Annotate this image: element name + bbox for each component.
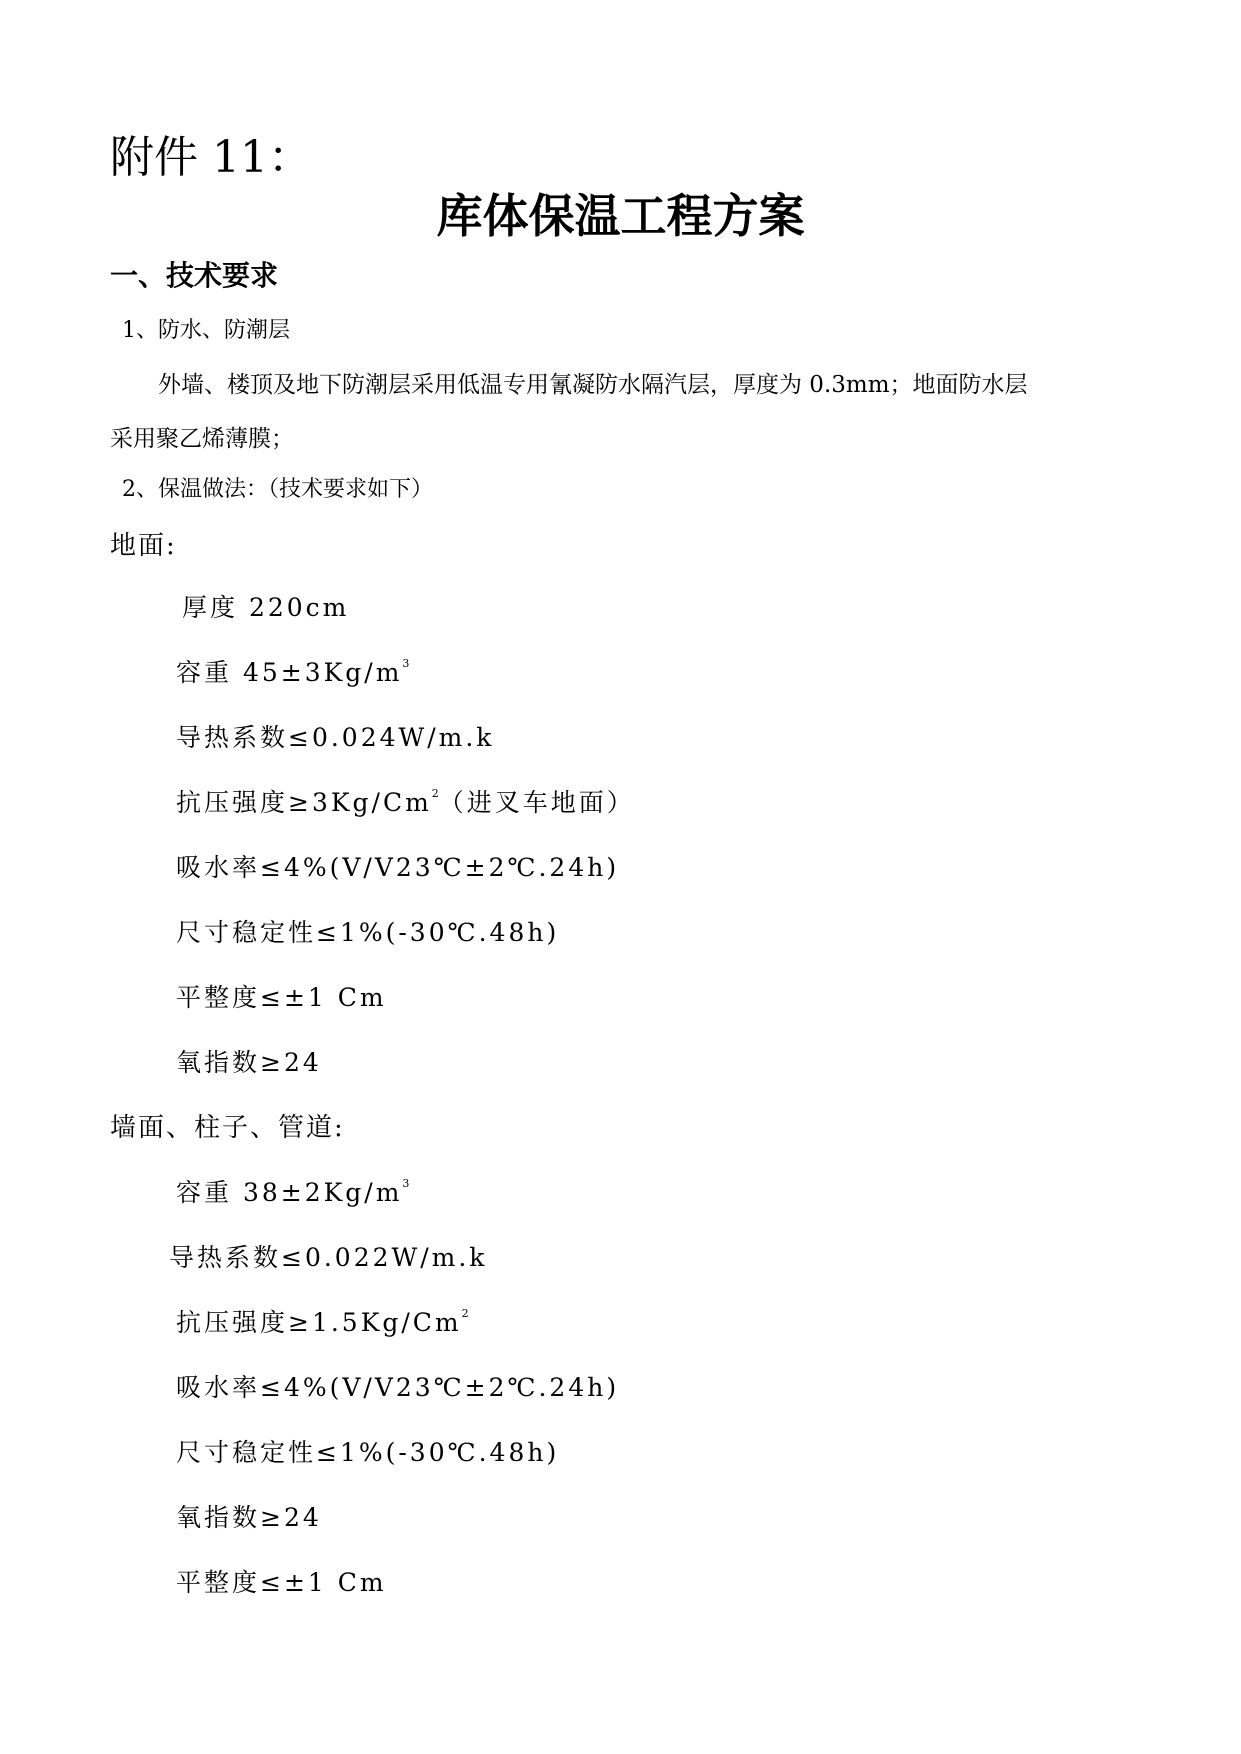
floor-spec-compressive-strength: 抗压强度$\ge 3Kg/Cm^2$（进叉车地面）	[176, 787, 635, 817]
forklift-floor-note: （进叉车地面）	[438, 788, 635, 817]
floor-spec-dimensional-stability: 尺寸稳定性≤1%(-30℃.48h)	[176, 918, 560, 947]
wall-spec-dimensional-stability: 尺寸稳定性≤1%(-30℃.48h)	[176, 1438, 560, 1467]
section-heading-technical-requirements: 一、技术要求	[110, 259, 279, 292]
superscript-cubic: 3	[402, 657, 410, 670]
wall-spec-oxygen-index: 氧指数≥24	[176, 1503, 322, 1532]
superscript-square: 2	[461, 1307, 469, 1320]
floor-spec-thermal-conductivity: 导热系数≤0.024W/m.k	[176, 723, 495, 752]
attachment-label: 附件 11：	[110, 132, 312, 183]
superscript-square: 2	[431, 787, 439, 800]
superscript-cubic: 3	[402, 1177, 410, 1190]
wall-spec-flatness: 平整度≤±1 Cm	[176, 1568, 387, 1597]
wall-spec-density: 容重 $38\pm 2Kg/m^3$	[176, 1177, 410, 1207]
item-waterproof-layer-label: 1、防水、防潮层	[122, 318, 290, 343]
waterproof-paragraph-line-1: 外墙、楼顶及地下防潮层采用低温专用氰凝防水隔汽层，厚度为 0.3mm；地面防水层	[158, 372, 1028, 398]
item-insulation-method-label: 2、保温做法：（技术要求如下）	[122, 477, 433, 502]
floor-heading: 地面:	[110, 531, 177, 561]
waterproof-paragraph-line-2: 采用聚乙烯薄膜；	[110, 426, 294, 452]
wall-spec-water-absorption: 吸水率≤4%(V/V23℃±2℃.24h)	[176, 1373, 620, 1402]
floor-spec-density: 容重 $45\pm 3Kg/m^3$	[176, 657, 410, 687]
floor-spec-thickness: 厚度 220cm	[182, 593, 350, 622]
floor-spec-flatness: 平整度≤±1 Cm	[176, 983, 387, 1012]
floor-spec-water-absorption: 吸水率≤4%(V/V23℃±2℃.24h)	[176, 853, 620, 882]
floor-spec-oxygen-index: 氧指数≥24	[176, 1048, 322, 1077]
wall-spec-thermal-conductivity: 导热系数≤0.022W/m.k	[169, 1243, 488, 1272]
wall-spec-compressive-strength: 抗压强度$\ge 1.5Kg/Cm^2$	[176, 1307, 469, 1337]
document-title: 库体保温工程方案	[436, 189, 805, 243]
wall-column-pipe-heading: 墙面、柱子、管道:	[110, 1113, 345, 1143]
